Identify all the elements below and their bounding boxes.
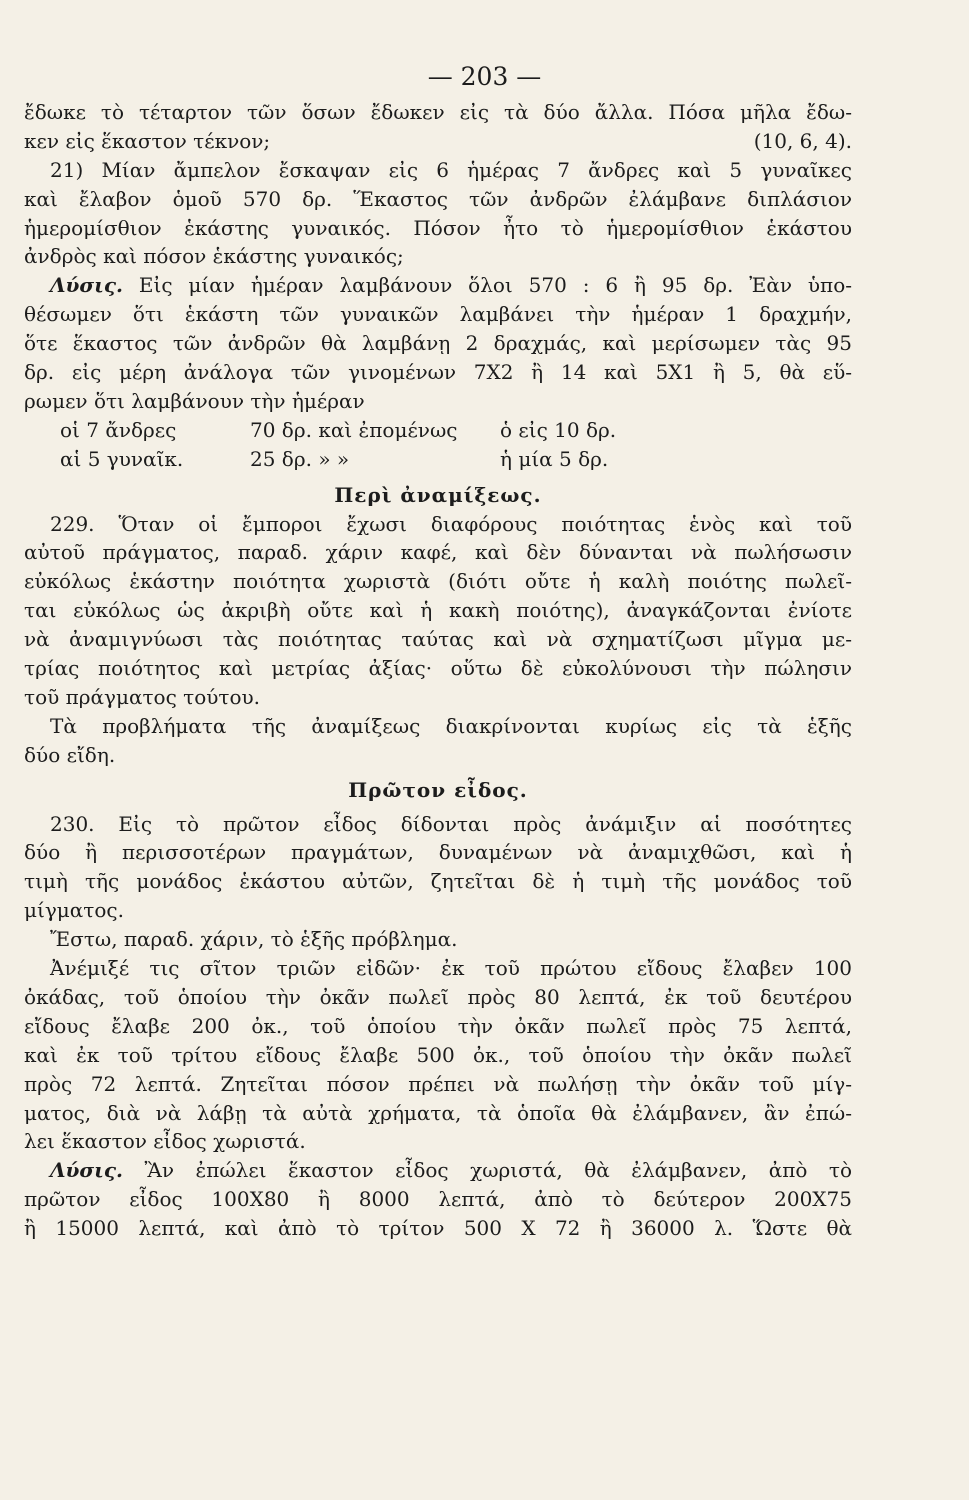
text-line: δύο ἢ περισσοτέρων πραγμάτων, δυναμένων νὰ ἀναμιχθῶσι, καὶ ἡ	[24, 840, 852, 865]
solution-label: Λύσις.	[50, 273, 123, 298]
text-line: ἀνδρὸς καὶ πόσον ἑκάστης γυναικός;	[24, 244, 404, 269]
text-line: Ἀνέμιξέ τις σῖτον τριῶν εἰδῶν· ἐκ τοῦ πρώτου εἴδους ἔλαβεν 100	[50, 956, 852, 981]
text-line: αὐτοῦ πράγματος, παραδ. χάριν καφέ, καὶ δὲν δύνανται νὰ πωλήσωσιν	[24, 540, 852, 565]
section-heading: Πρῶτον εἶδος.	[348, 777, 528, 802]
text-line: ἢ 15000 λεπτά, καὶ ἀπὸ τὸ τρίτον 500 X 72 ἢ 36000 λ. Ὥστε θὰ	[24, 1216, 852, 1241]
table-cell: ἡ μία 5 δρ.	[500, 446, 609, 471]
page-body	[24, 98, 852, 1243]
text-span: Εἰς μίαν ἡμέραν λαμβάνουν ὅλοι 570 : 6 ἢ 95 δρ. Ἐὰν ὑπο-	[138, 273, 852, 298]
text-line: καὶ ἐκ τοῦ τρίτου εἴδους ἔλαβε 500 ὀκ., τοῦ ὁποίου τὴν ὀκᾶν πωλεῖ	[24, 1042, 852, 1067]
text-line: λει ἕκαστον εἶδος χωριστά.	[24, 1129, 306, 1154]
text-line: Τὰ προβλήματα τῆς ἀναμίξεως διακρίνονται κυρίως εἰς τὰ ἑξῆς	[50, 713, 852, 738]
table-cell: 70 δρ. καὶ ἐπομένως	[250, 417, 458, 442]
text-line: τρίας ποιότητος καὶ μετρίας ἀξίας· οὕτω δὲ εὐκολύνουσι τὴν πώλησιν	[24, 656, 852, 681]
text-line: πρὸς 72 λεπτά. Ζητεῖται πόσον πρέπει νὰ πωλήσῃ τὴν ὀκᾶν τοῦ μίγ-	[24, 1071, 852, 1096]
text-line: 229. Ὅταν οἱ ἔμποροι ἔχωσι διαφόρους ποιότητας ἑνὸς καὶ τοῦ	[50, 511, 852, 536]
table-cell: 25 δρ. » »	[250, 446, 350, 471]
text-line: πρῶτον εἶδος 100X80 ἢ 8000 λεπτά, ἀπὸ τὸ δεύτερον 200X75	[24, 1187, 852, 1212]
text-line: ἡμερομίσθιον ἑκάστης γυναικός. Πόσον ἦτο τὸ ἡμερομίσθιον ἑκάστου	[24, 215, 852, 240]
text-line: 230. Εἰς τὸ πρῶτον εἶδος δίδονται πρὸς ἀνάμιξιν αἱ ποσότητες	[50, 811, 852, 836]
text-span: Ἂν ἐπώλει ἕκαστον εἶδος χωριστά, θὰ ἐλάμβανεν, ἀπὸ τὸ	[144, 1158, 853, 1183]
text-line: δύο εἴδη.	[24, 742, 116, 767]
text-line: 21) Μίαν ἄμπελον ἔσκαψαν εἰς 6 ἡμέρας 7 ἄνδρες καὶ 5 γυναῖκες	[50, 157, 852, 182]
text-line: εἴδους ἔλαβε 200 ὀκ., τοῦ ὁποίου τὴν ὀκᾶν πωλεῖ πρὸς 75 λεπτά,	[24, 1013, 852, 1038]
text-line	[24, 1156, 852, 1185]
table-cell: οἱ 7 ἄνδρες	[60, 417, 177, 442]
result-table	[24, 416, 852, 474]
table-cell: αἱ 5 γυναῖκ.	[60, 446, 184, 471]
text-line: τιμὴ τῆς μονάδος ἑκάστου αὐτῶν, ζητεῖται δὲ ἡ τιμὴ τῆς μονάδος τοῦ	[24, 869, 852, 894]
text-line: ται εὐκόλως ὡς ἀκριβὴ οὔτε καὶ ἡ κακὴ ποιότης), ἀναγκάζονται ἐνίοτε	[24, 598, 852, 623]
text-line: καὶ ἔλαβον ὁμοῦ 570 δρ. Ἕκαστος τῶν ἀνδρῶν ἐλάμβανε διπλάσιον	[24, 186, 852, 211]
text-line: νὰ ἀναμιγνύωσι τὰς ποιότητας ταύτας καὶ νὰ σχηματίζωσι μῖγμα με-	[24, 627, 852, 652]
text-line: Ἔστω, παραδ. χάριν, τὸ ἑξῆς πρόβλημα.	[50, 927, 458, 952]
text-line: ὀκάδας, τοῦ ὁποίου τὴν ὀκᾶν πωλεῖ πρὸς 80 λεπτά, ἐκ τοῦ δευτέρου	[24, 984, 852, 1009]
answer: (10, 6, 4).	[753, 128, 852, 153]
text-line: ρωμεν ὅτι λαμβάνουν τὴν ἡμέραν	[24, 388, 365, 413]
solution-label: Λύσις.	[50, 1158, 123, 1183]
text-line	[24, 271, 852, 300]
text-line: δρ. εἰς μέρη ἀνάλογα τῶν γινομένων 7X2 ἢ 14 καὶ 5X1 ἢ 5, θὰ εὕ-	[24, 360, 852, 385]
text-line: τοῦ πράγματος τούτου.	[24, 684, 261, 709]
section-heading: Περὶ ἀναμίξεως.	[334, 482, 542, 507]
text-line: μίγματος.	[24, 898, 124, 923]
text-line: ματος, διὰ νὰ λάβῃ τὰ αὐτὰ χρήματα, τὰ ὁποῖα θὰ ἐλάμβανεν, ἂν ἐπώ-	[24, 1100, 852, 1125]
text-line: ἔδωκε τὸ τέταρτον τῶν ὅσων ἔδωκεν εἰς τὰ δύο ἄλλα. Πόσα μῆλα ἔδω-	[24, 100, 852, 124]
text-line: εὐκόλως ἑκάστην ποιότητα χωριστὰ (διότι οὔτε ἡ καλὴ ποιότης πωλεῖ-	[24, 569, 852, 594]
text-line: ὅτε ἕκαστος τῶν ἀνδρῶν θὰ λαμβάνῃ 2 δραχμάς, καὶ μερίσωμεν τὰς 95	[24, 331, 852, 356]
page-number: — 203 —	[427, 62, 542, 91]
text-line: θέσωμεν ὅτι ἑκάστη τῶν γυναικῶν λαμβάνει τὴν ἡμέραν 1 δραχμήν,	[24, 302, 852, 327]
text-span: κεν εἰς ἕκαστον τέκνον;	[24, 128, 271, 153]
table-cell: ὁ εἰς 10 δρ.	[500, 417, 617, 442]
text-line	[24, 127, 852, 156]
